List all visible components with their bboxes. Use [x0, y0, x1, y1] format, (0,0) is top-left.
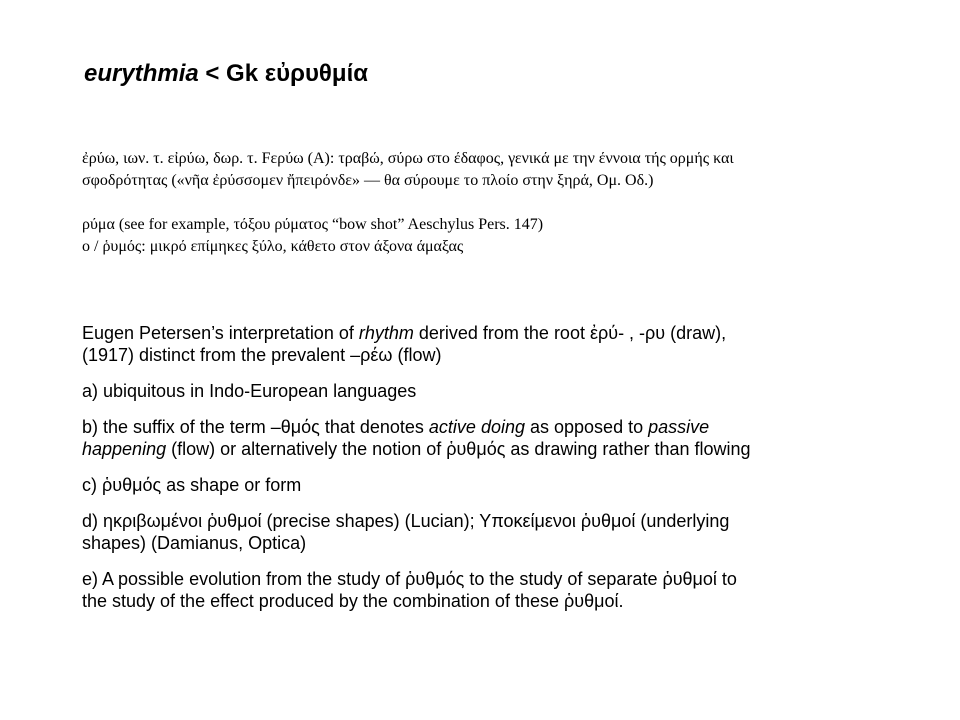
- body-text: [82, 322, 902, 626]
- item-b: [82, 416, 902, 460]
- item-a: a) ubiquitous in Indo-European languages: [82, 381, 417, 401]
- item-c: c) ῥυθμός as shape or form: [82, 475, 302, 495]
- etymology-line-4: ο / ῥυμός: μικρό επίμηκες ξύλο, κάθετο στον άξονα άμαξας: [82, 238, 464, 255]
- etymology-line-1: ἐρύω, ιων. τ. εἰρύω, δωρ. τ. Fερύω (Α): τραβώ, σύρω στο έδαφος, γενικά με την έννοια τής ορμής και: [82, 150, 734, 167]
- title-latin-word: eurythmia: [84, 60, 199, 87]
- slide-title: [84, 58, 368, 90]
- intro-text-3: (1917) distinct from the prevalent –ρέω (flow): [82, 345, 442, 365]
- item-d-line-2: shapes) (Damianus, Optica): [82, 533, 307, 553]
- intro-rhythm-term: rhythm: [358, 323, 414, 343]
- etymology-line-3: ρύμα (see for example, τόξου ρύματος “bow shot” Aeschylus Pers. 147): [82, 216, 544, 233]
- item-b-active-doing: active doing: [428, 417, 525, 437]
- item-b-text-2: as opposed to: [525, 417, 649, 437]
- item-e-line-1: e) A possible evolution from the study of ῥυθμός to the study of separate ῥυθμοί to: [82, 569, 737, 589]
- item-b-text-3: (flow) or alternatively the notion of ῥυθμός as drawing rather than flowing: [166, 439, 751, 459]
- etymology-block: [82, 148, 902, 258]
- item-e-line-2: the study of the effect produced by the combination of these ῥυθμοί.: [82, 591, 624, 611]
- intro-paragraph: [82, 322, 902, 366]
- item-d-line-1: d) ηκριβωμένοι ῥυθμοί (precise shapes) (Lucian); Υποκείμενοι ῥυθμοί (underlying: [82, 511, 730, 531]
- item-b-passive: passive: [648, 417, 710, 437]
- item-e: [82, 568, 902, 612]
- intro-text-2: derived from the root ἐρύ- , -ρυ (draw),: [413, 323, 727, 343]
- item-b-text-1: b) the suffix of the term –θμός that denotes: [82, 417, 429, 437]
- item-d: [82, 510, 902, 554]
- etymology-line-2: σφοδρότητας («νῆα ἐρύσσομεν ἤπειρόνδε» — θα σύρουμε το πλοίο στην ξηρά, Ομ. Οδ.): [82, 172, 654, 189]
- etymology-spacer: [82, 192, 902, 214]
- item-b-happening: happening: [82, 439, 167, 459]
- intro-text-1: Eugen Petersen’s interpretation of: [82, 323, 359, 343]
- title-greek-origin: < Gk εὐρυθμία: [198, 60, 368, 87]
